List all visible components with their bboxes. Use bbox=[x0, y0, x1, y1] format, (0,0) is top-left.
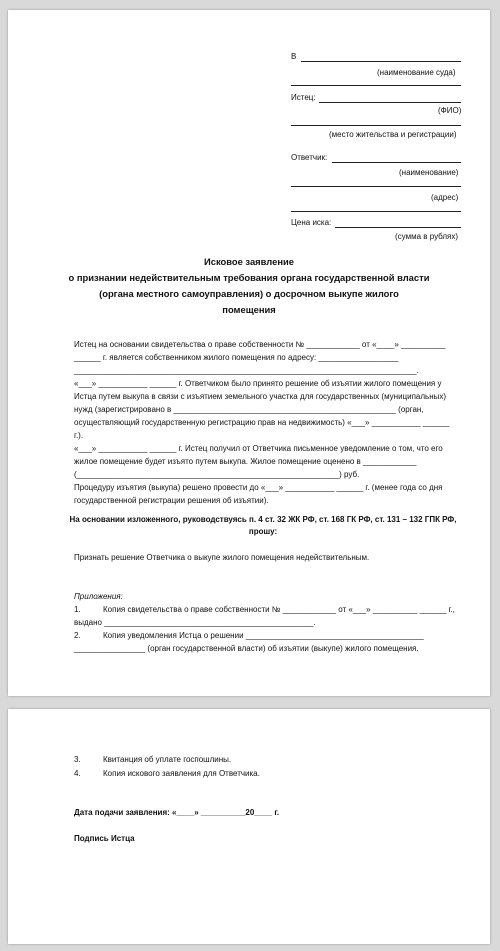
address-line bbox=[291, 186, 461, 187]
p1-line-2: ______ г. является собственником жилого помещения по адресу: __________________ bbox=[74, 353, 399, 362]
p1-line-3: _____________________________________________________________________________. bbox=[74, 366, 419, 375]
document-title bbox=[8, 254, 490, 318]
price-line bbox=[335, 227, 461, 228]
court-label: (наименование суда) bbox=[377, 68, 456, 77]
title-line-1: Исковое заявление bbox=[204, 256, 294, 267]
attachment-1-line-2: выдано _______________________________________________. bbox=[74, 618, 316, 627]
attachment-1-line-1: Копия свидетельства о праве собственности № ____________ от «___» __________ ______ г., bbox=[103, 605, 455, 614]
title-line-3: (органа местного самоуправления) о досрочном выкупе жилого bbox=[99, 288, 399, 299]
p2-line-4: осуществляющий государственную регистрацию прав на недвижимость) «___» ___________ ______ bbox=[74, 418, 450, 427]
p3-line-2: жилое помещение будет изъято путем выкупа. Жилое помещение оценено в ____________ bbox=[74, 457, 417, 466]
attachment-4-line-1: Копия искового заявления для Ответчика. bbox=[103, 769, 260, 778]
defendant-line bbox=[332, 162, 461, 163]
title-line-4: помещения bbox=[222, 304, 276, 315]
attachment-3-number: 3. bbox=[74, 755, 81, 764]
defendant-label: Ответчик: bbox=[291, 153, 328, 162]
p4-line-2: государственной регистрации решения об изъятии). bbox=[74, 496, 269, 505]
p3-line-1: «___» ___________ ______ г. Истец получил от Ответчика письменное уведомление о том, что его bbox=[74, 444, 443, 453]
name-label: (наименование) bbox=[399, 168, 459, 177]
plaintiff-signature: Подпись Истца bbox=[74, 834, 135, 843]
fio-label: (ФИО) bbox=[438, 106, 462, 115]
address-line-2 bbox=[291, 211, 461, 212]
residence-line bbox=[291, 125, 461, 126]
attachment-3-line-1: Квитанция об уплате госпошлины. bbox=[103, 755, 232, 764]
attachment-2-line-1: Копия уведомления Истца о решении ________________________________________ bbox=[103, 631, 424, 640]
plaintiff-line bbox=[319, 102, 461, 103]
attachment-4-number: 4. bbox=[74, 769, 81, 778]
address-label: (адрес) bbox=[431, 193, 459, 202]
basis-statement bbox=[58, 514, 468, 538]
claim-body bbox=[74, 338, 456, 507]
p2-line-5: г.). bbox=[74, 431, 84, 440]
p3-line-3: (___________________________________________________________) руб. bbox=[74, 470, 360, 479]
price-label: Цена иска: bbox=[291, 218, 332, 227]
request-text: Признать решение Ответчика о выкупе жилого помещения недействительным. bbox=[74, 553, 370, 562]
sum-label: (сумма в рублях) bbox=[395, 232, 459, 241]
residence-label: (место жительства и регистрации) bbox=[329, 130, 457, 139]
to-prefix: В bbox=[291, 52, 297, 61]
attachment-2-line-2: ________________ (орган государственной власти) об изъятии (выкупе) жилого помещения. bbox=[74, 644, 419, 653]
court-line-2 bbox=[291, 85, 461, 86]
p2-line-3: нужд (зарегистрировано в __________________________________________________ (орган, bbox=[74, 405, 424, 414]
plaintiff-label: Истец: bbox=[291, 93, 316, 102]
p4-line-1: Процедуру изъятия (выкупа) решено провести до «___» ___________ ______ г. (менее года со дня bbox=[74, 483, 443, 492]
document-page-2 bbox=[8, 709, 490, 944]
basis-line-1: На основании изложенного, руководствуясь п. 4 ст. 32 ЖК РФ, ст. 168 ГК РФ, ст. 131 – 132 ГПК РФ, bbox=[69, 515, 457, 524]
title-line-2: о признании недействительным требования органа государственной власти bbox=[68, 272, 430, 283]
p1-line-1: Истец на основании свидетельства о праве собственности № ____________ от «____» __________ bbox=[74, 340, 446, 349]
attachment-1-number: 1. bbox=[74, 605, 81, 614]
p2-line-1: «___» ___________ ______ г. Ответчиком было принято решение об изъятии жилого помещения у bbox=[74, 379, 442, 388]
basis-line-2: прошу: bbox=[248, 527, 278, 536]
attachment-2-number: 2. bbox=[74, 631, 81, 640]
court-line bbox=[301, 61, 461, 62]
document-page-1 bbox=[8, 10, 490, 696]
attachments-heading: Приложения: bbox=[74, 592, 123, 601]
p2-line-2: Истца путем выкупа в связи с изъятием земельного участка для государственных (муниципальных) bbox=[74, 392, 447, 401]
submission-date: Дата подачи заявления: «____» __________20____ г. bbox=[74, 808, 280, 817]
